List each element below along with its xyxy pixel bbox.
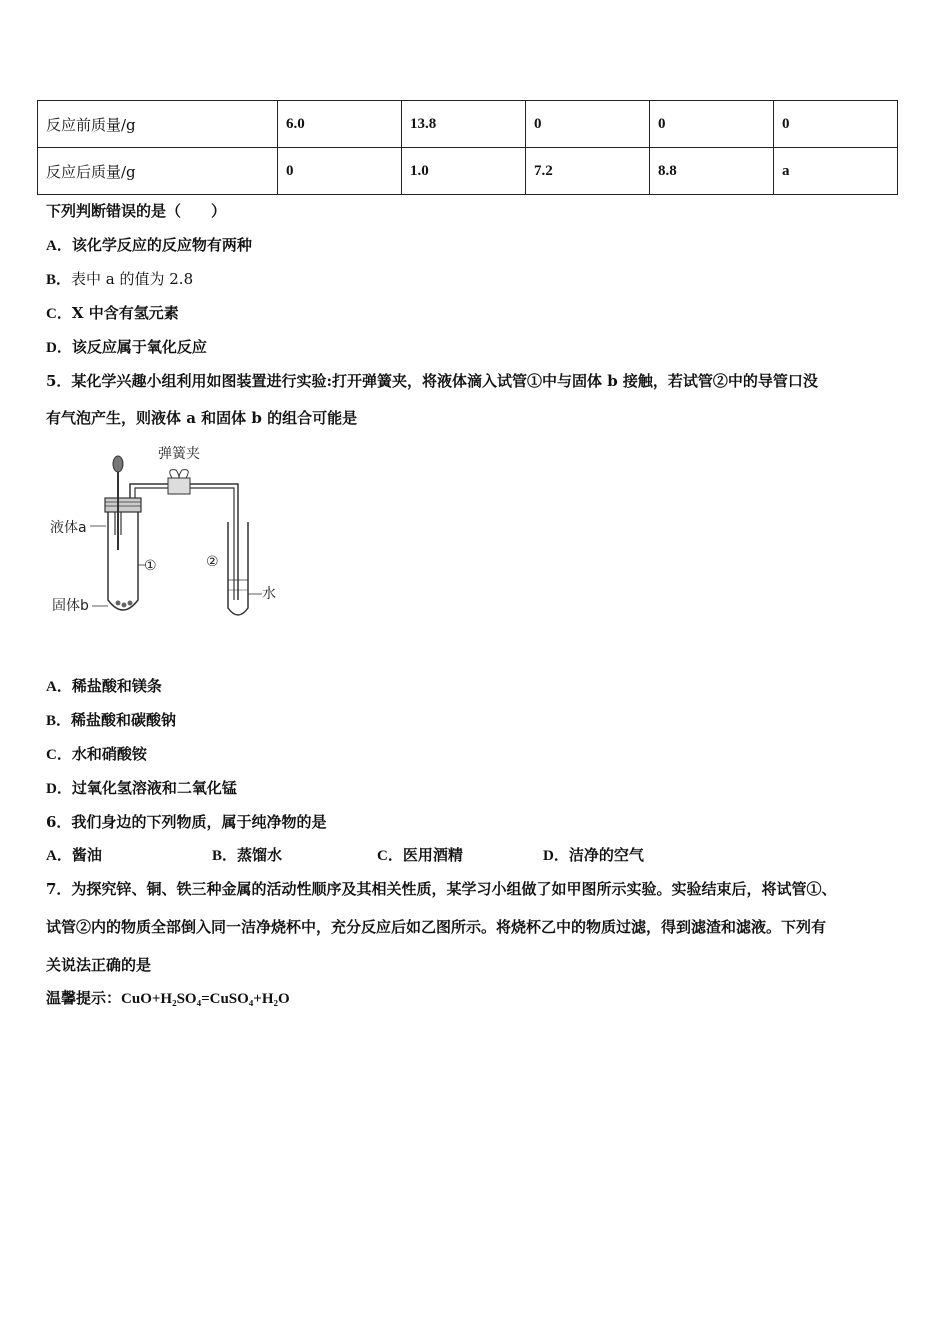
q5-stem-line1: 5．某化学兴趣小组利用如图装置进行实验:打开弹簧夹，将液体滴入试管①中与固体 b 接触，若试管②中的导管口没 [46, 372, 818, 390]
table-row [38, 101, 898, 148]
q7-stem-line2: 试管②内的物质全部倒入同一洁净烧杯中，充分反应后如乙图所示。将烧杯乙中的物质过滤，得到滤渣和滤液。下列有 [46, 918, 827, 936]
q4-option-b: B．表中 a 的值为 2.8 [46, 270, 194, 288]
stopper [105, 498, 141, 512]
q4-option-a: A．该化学反应的反应物有两种 [46, 236, 252, 254]
tube1-label: ① [144, 558, 157, 574]
table-cell: a [774, 148, 898, 195]
table-cell: 7.2 [526, 148, 650, 195]
table-cell: 0 [774, 101, 898, 148]
q7-stem-line3: 关说法正确的是 [46, 956, 152, 974]
apparatus-figure [48, 440, 288, 625]
row-label: 反应前质量/g [38, 101, 278, 148]
q7-stem-line1: 7．为探究锌、铜、铁三种金属的活动性顺序及其相关性质，某学习小组做了如甲图所示实验。实验结束后，将试管①、 [46, 880, 837, 898]
table-cell: 13.8 [402, 101, 526, 148]
test-tube-1 [108, 510, 138, 610]
table-cell: 0 [526, 101, 650, 148]
liquid-label: 液体a [50, 520, 87, 536]
row-label: 反应后质量/g [38, 148, 278, 195]
q6-prompt: 6．我们身边的下列物质，属于纯净物的是 [46, 813, 327, 831]
mass-table [37, 100, 898, 195]
table-row [38, 148, 898, 195]
q5-option-d: D．过氧化氢溶液和二氧化锰 [46, 779, 237, 797]
q5-option-c: C．水和硝酸铵 [46, 745, 147, 763]
tube2-label: ② [206, 554, 219, 570]
q6-options [46, 844, 906, 864]
table-cell: 8.8 [650, 148, 774, 195]
water-label: 水 [262, 586, 276, 602]
q7-tip: 温馨提示：CuO+H₂SO₄=CuSO₄+H₂O [46, 989, 290, 1007]
table-cell: 6.0 [278, 101, 402, 148]
q5-option-a: A．稀盐酸和镁条 [46, 677, 162, 695]
table-cell: 0 [650, 101, 774, 148]
q4-option-c: C．X 中含有氢元素 [46, 304, 179, 322]
solid-label: 固体b [52, 598, 89, 614]
q5-stem-line2: 有气泡产生，则液体 a 和固体 b 的组合可能是 [46, 409, 358, 427]
table-cell: 0 [278, 148, 402, 195]
spring-clamp [168, 478, 190, 494]
q4-option-d: D．该反应属于氧化反应 [46, 338, 207, 356]
q6-option-b: B．蒸馏水 [212, 846, 283, 864]
delivery-tube [130, 484, 238, 600]
table-cell: 1.0 [402, 148, 526, 195]
q6-option-d: D．洁净的空气 [543, 846, 644, 864]
q6-option-a: A．酱油 [46, 846, 102, 864]
q6-option-c: C．医用酒精 [377, 846, 463, 864]
dropper-bulb [113, 456, 123, 472]
q4-prompt: 下列判断错误的是（ ） [46, 202, 227, 220]
q5-option-b: B．稀盐酸和碳酸钠 [46, 711, 177, 729]
clamp-label: 弹簧夹 [158, 446, 200, 462]
